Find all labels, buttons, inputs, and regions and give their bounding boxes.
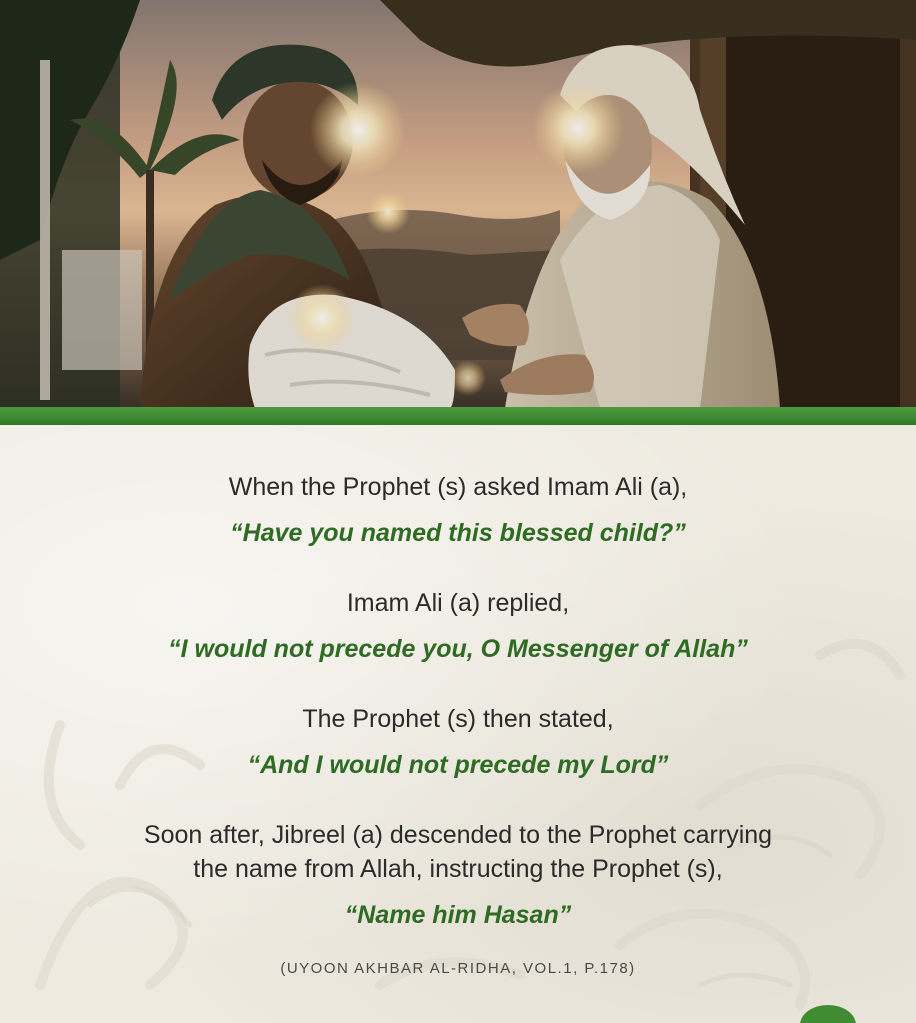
narrative-line-4b: the name from Allah, instructing the Prophet (s), [193, 855, 723, 883]
hero-illustration [0, 0, 916, 408]
quote-2: “I would not precede you, O Messenger of Allah” [168, 635, 748, 663]
citation: (UYOON AKHBAR AL-RIDHA, VOL.1, P.178) [280, 960, 636, 977]
narrative-line-3: The Prophet (s) then stated, [302, 705, 614, 733]
illustration-icon [0, 0, 916, 408]
narrative-line-1: When the Prophet (s) asked Imam Ali (a), [228, 473, 688, 501]
green-divider-band [0, 407, 916, 425]
quote-1: “Have you named this blessed child?” [230, 519, 686, 547]
quote-4: “Name him Hasan” [344, 901, 572, 929]
quote-3: “And I would not precede my Lord” [247, 751, 669, 779]
narrative-line-2: Imam Ali (a) replied, [346, 589, 570, 617]
narrative-line-4a: Soon after, Jibreel (a) descended to the Prophet carrying [143, 821, 773, 849]
narrative-panel [0, 425, 916, 1023]
